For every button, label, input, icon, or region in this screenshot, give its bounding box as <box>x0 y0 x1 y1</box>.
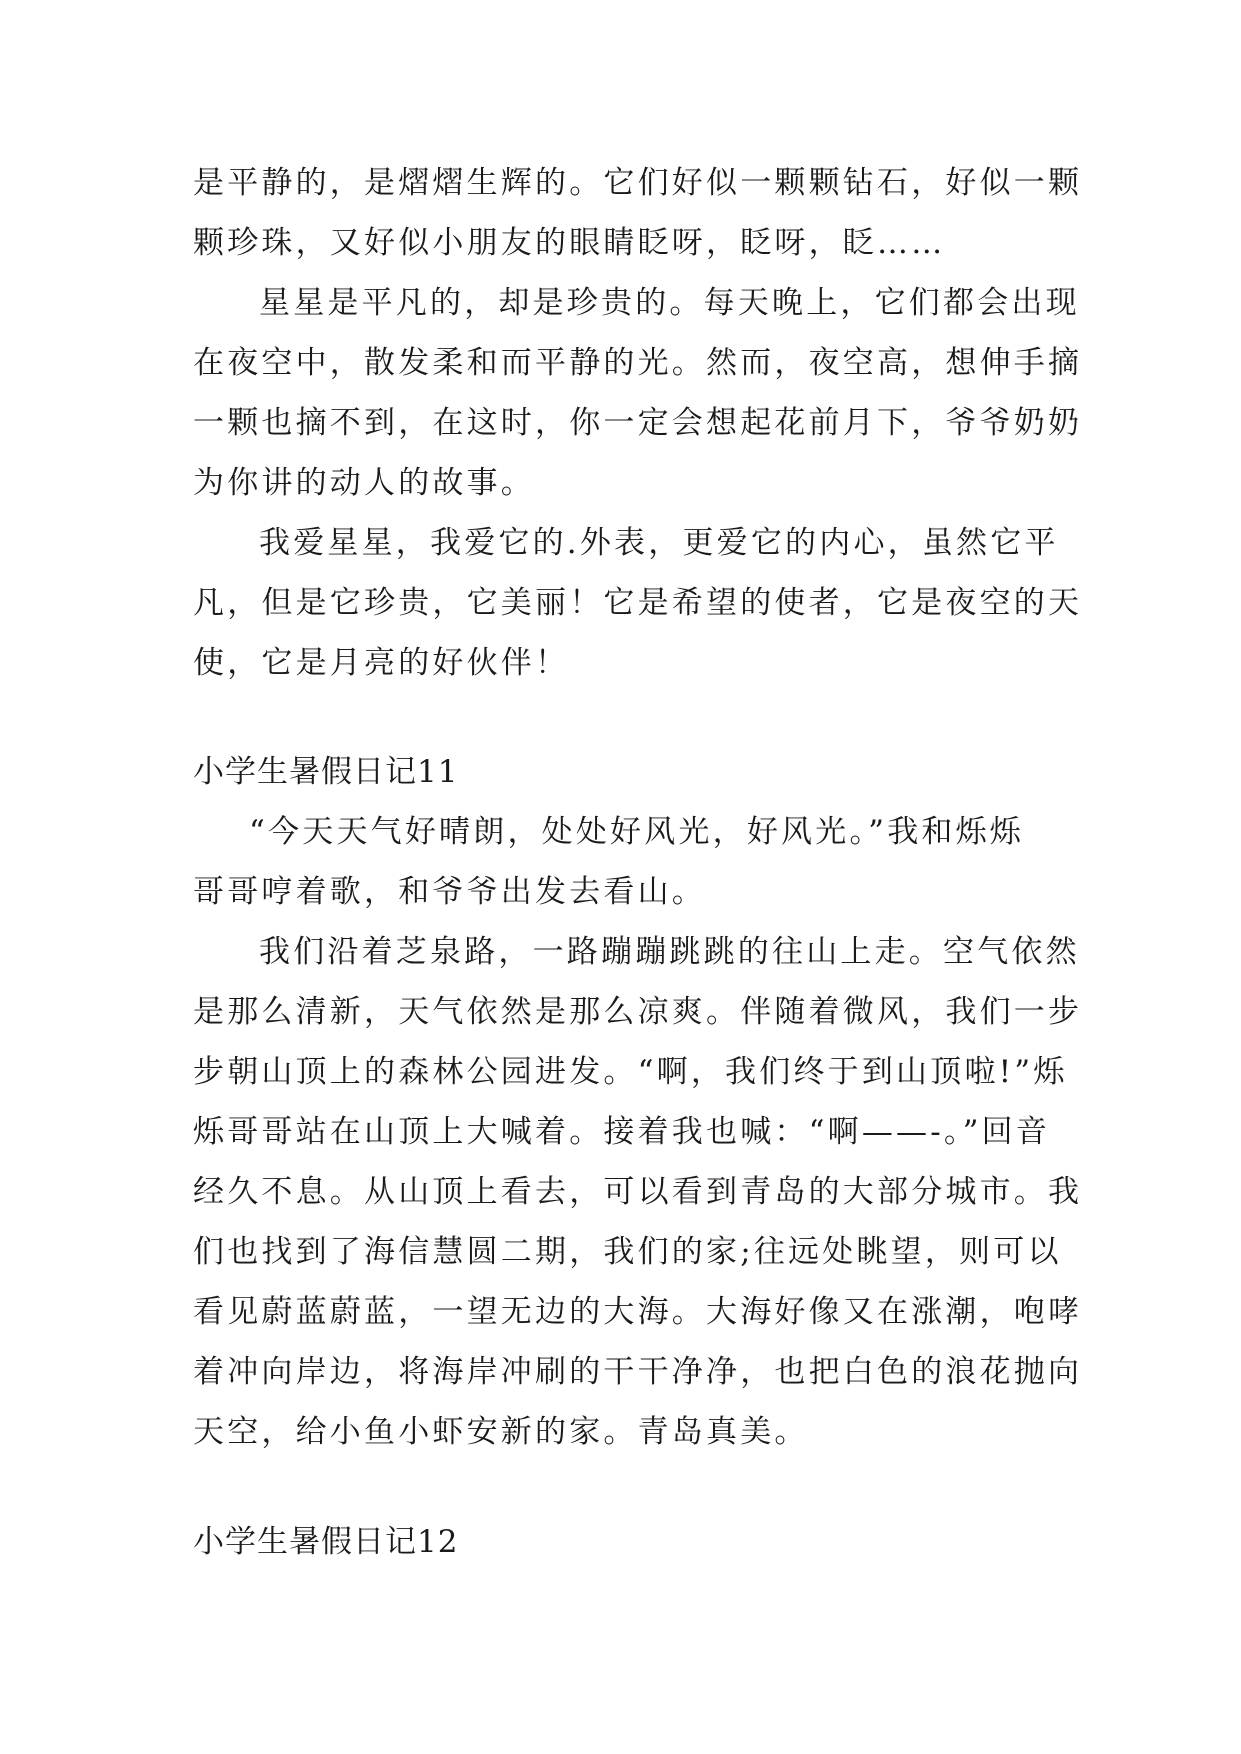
paragraph-line: 经久不息。从山顶上看去，可以看到青岛的大部分城市。我 <box>193 1174 1083 1210</box>
section-heading: 小学生暑假日记12 <box>193 1524 459 1560</box>
section-heading: 小学生暑假日记11 <box>193 754 459 790</box>
paragraph-line: 哥哥哼着歌，和爷爷出发去看山。 <box>193 874 706 910</box>
paragraph-line: 我爱星星，我爱它的.外表，更爱它的内心，虽然它平 <box>259 525 1059 561</box>
paragraph-line: 为你讲的动人的故事。 <box>193 465 535 501</box>
paragraph-line: 颗珍珠，又好似小朋友的眼睛眨呀，眨呀，眨…… <box>193 225 946 261</box>
paragraph-line: 我们沿着芝泉路，一路蹦蹦跳跳的往山上走。空气依然 <box>259 934 1080 970</box>
paragraph-line: 使，它是月亮的好伙伴！ <box>193 645 570 681</box>
paragraph-line: 步朝山顶上的森林公园进发。“啊，我们终于到山顶啦!”烁 <box>193 1054 1068 1090</box>
paragraph-line: 是那么清新，天气依然是那么凉爽。伴随着微风，我们一步 <box>193 994 1083 1030</box>
paragraph-line: 天空，给小鱼小虾安新的家。青岛真美。 <box>193 1414 809 1450</box>
paragraph-line: 星星是平凡的，却是珍贵的。每天晚上，它们都会出现 <box>259 285 1080 321</box>
paragraph-line: 们也找到了海信慧圆二期，我们的家;往远处眺望，则可以 <box>193 1234 1062 1270</box>
paragraph-line: 在夜空中，散发柔和而平静的光。然而，夜空高，想伸手摘 <box>193 345 1083 381</box>
paragraph-line: 凡，但是它珍贵，它美丽！它是希望的使者，它是夜空的天 <box>193 585 1083 621</box>
paragraph-line: 一颗也摘不到，在这时，你一定会想起花前月下，爷爷奶奶 <box>193 405 1083 441</box>
paragraph-line: 是平静的，是熠熠生辉的。它们好似一颗颗钻石，好似一颗 <box>193 165 1083 201</box>
paragraph-line: 烁哥哥站在山顶上大喊着。接着我也喊：“啊——-。”回音 <box>193 1114 1051 1150</box>
paragraph-line: 着冲向岸边，将海岸冲刷的干干净净，也把白色的浪花抛向 <box>193 1354 1083 1390</box>
paragraph-line: “今天天气好晴朗，处处好风光，好风光。”我和烁烁 <box>249 814 1024 850</box>
paragraph-line: 看见蔚蓝蔚蓝，一望无边的大海。大海好像又在涨潮，咆哮 <box>193 1294 1083 1330</box>
